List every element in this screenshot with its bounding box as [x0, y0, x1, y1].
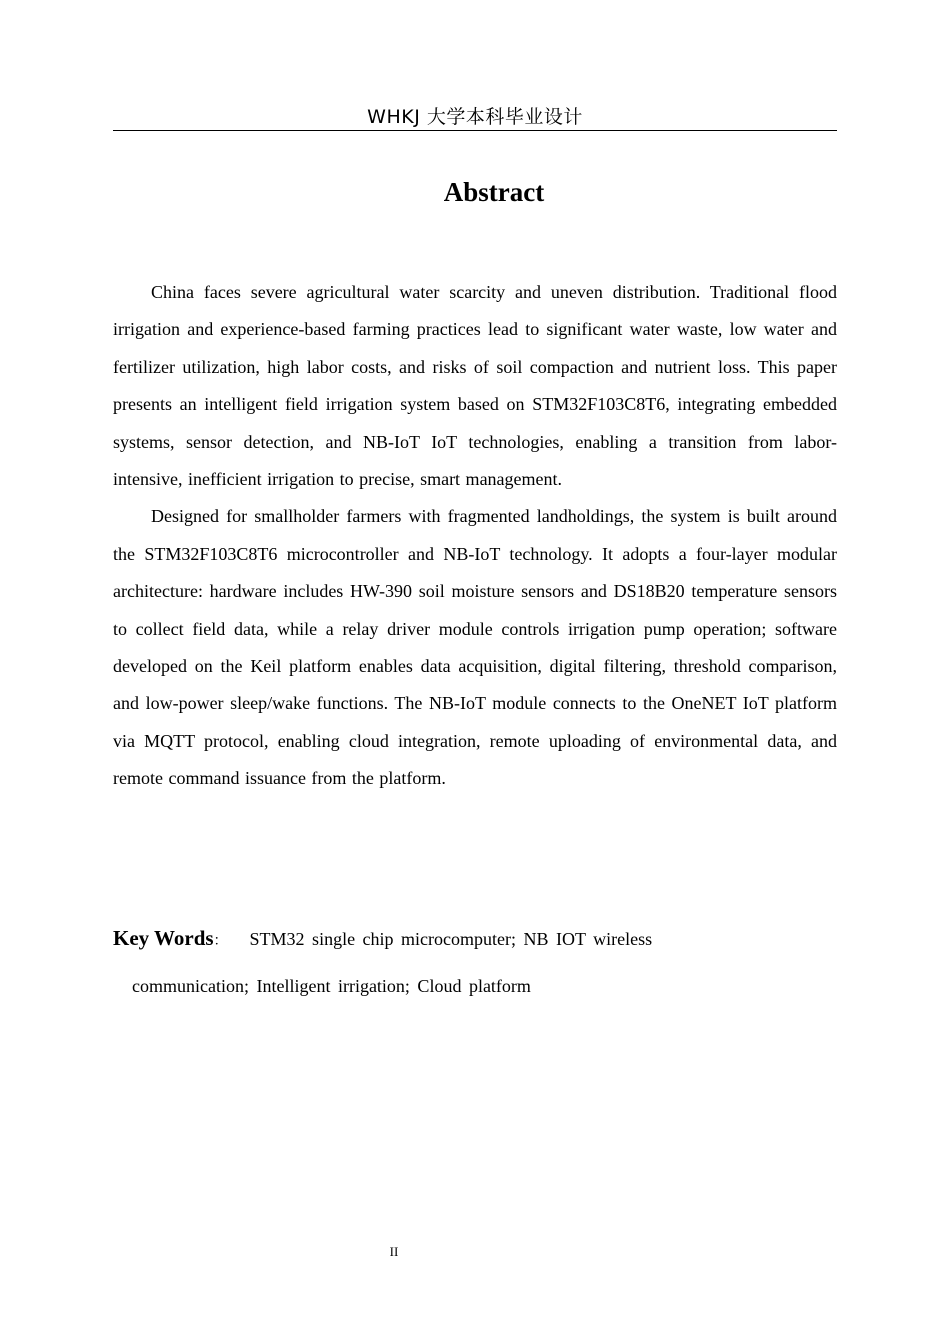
abstract-body [113, 274, 837, 798]
keywords-colon: ： [213, 933, 228, 949]
abstract-title: Abstract [443, 177, 545, 207]
header-rule [113, 130, 837, 131]
abstract-paragraph-1: China faces severe agricultural water scarcity and uneven distribution. Traditional flood irrigation and experience-based farming practices lead to significant water waste, low water and fertilizer utilization, high labor costs, and risks of soil compaction and nutrient loss. This paper presents an intelligent field irrigation system based on STM32F103C8T6, integrating embedded systems, sensor detection, and NB-IoT IoT technologies, enabling a transition from labor-intensive, inefficient irrigation to precise, smart management. [113, 282, 837, 490]
running-header: WHKJ 大学本科毕业设计 [367, 106, 583, 128]
keywords-line-1 [113, 918, 837, 958]
keywords-text-line-2: communication; Intelligent irrigation; Cloud platform [132, 976, 531, 996]
keywords-label: Key Words [113, 926, 214, 950]
abstract-paragraph-2: Designed for smallholder farmers with fragmented landholdings, the system is built around the STM32F103C8T6 microcontroller and NB-IoT technology. It adopts a four-layer modular architecture: hardware includes HW-390 soil moisture sensors and DS18B20 temperature sensors to collect field data, while a relay driver module controls irrigation pump operation; software developed on the Keil platform enables data acquisition, digital filtering, threshold comparison, and low-power sleep/wake functions. The NB-IoT module connects to the OneNET IoT platform via MQTT protocol, enabling cloud integration, remote uploading of environmental data, and remote command issuance from the platform. [113, 506, 837, 789]
keywords-text-line-1: STM32 single chip microcomputer; NB IOT wireless [249, 929, 653, 949]
keywords-section [113, 918, 837, 1006]
page-number: II [389, 1244, 399, 1259]
